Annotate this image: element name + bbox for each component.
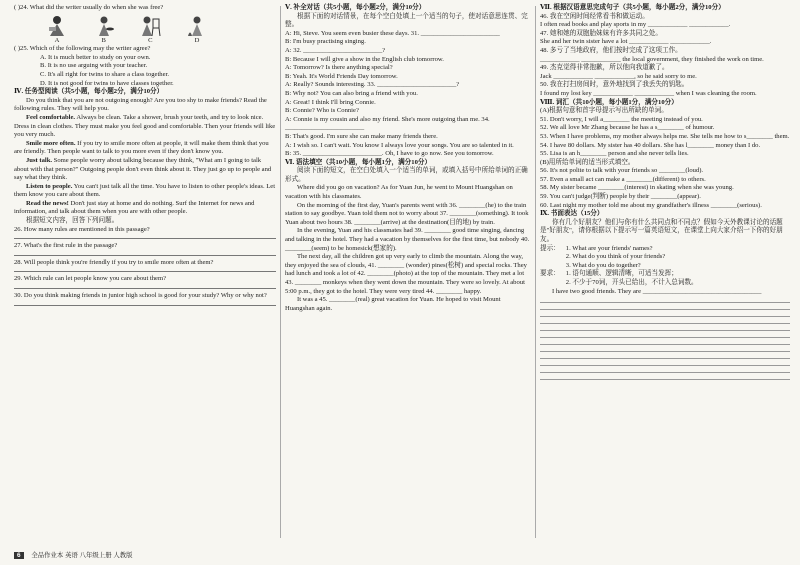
section-6-instruction: 阅读下面的短文，在空白处填入一个适当的单词，或填入括号中所给单词的正确形式。 <box>285 167 528 183</box>
vocab-question: 55. Lisa is an h________ person and she never tells lies. <box>540 150 689 158</box>
dialog-line: B: Because I will give a show in the English club tomorrow. <box>285 55 444 63</box>
dialog-line: B: I'm busy practising singing. <box>285 38 366 46</box>
tips-label: 提示： <box>540 244 560 252</box>
option-c-picture <box>135 15 165 46</box>
q25-option-d: D. It is not good for twins to have classes together. <box>40 79 174 87</box>
reading-girl-icon <box>46 15 68 37</box>
answer-instruction: 根据短文内容，回答下列问题。 <box>26 217 119 225</box>
section-5-heading: Ⅴ. 补全对话（共5小题，每小题2分，满分10分） <box>285 4 426 11</box>
answer-line-26[interactable] <box>14 238 276 239</box>
vocab-question: 59. You can't judge(判断) people by their ________(appear). <box>540 193 701 201</box>
translation-line: 50. 我在打扫房间时，意外地找到了我丢失的钥匙。 <box>540 81 689 89</box>
translation-line: I found my lost key ____________ ____________ when I was cleaning the room. <box>540 89 757 97</box>
rule-2 <box>14 140 276 157</box>
section-5-instruction: 根据下面的对话情景，在每个空白处填上一个适当的句子，使对话意思连贯、完整。 <box>285 12 528 29</box>
dialog-line: A: 32. ________________________? <box>285 46 386 54</box>
answer-line-28[interactable] <box>14 271 276 272</box>
writing-requirements <box>540 270 790 287</box>
vocab-question: 53. When I have problems, my mother always helps me. She tells me how to s________ them. <box>540 132 790 140</box>
requirements-label: 要求： <box>540 270 560 278</box>
dialog-line: A: I wish so. I can't wait. You know I always love your songs. You are so talented in it. <box>285 141 514 149</box>
answer-line-29[interactable] <box>14 288 276 289</box>
rule-3 <box>14 157 276 183</box>
question-24: ( )24. What did the writer usually do when she was free? <box>14 4 164 11</box>
writing-line[interactable] <box>540 309 790 310</box>
tip-item: 1. What are your friends' names? <box>565 244 653 252</box>
dialog-line: B: Yeah. It's World Friends Day tomorrow. <box>285 72 398 80</box>
option-a-label: A <box>54 36 60 44</box>
question-27: 27. What's the first rule in the passage? <box>14 242 118 250</box>
dialog-line: A: Great! I think I'll bring Connie. <box>285 98 376 106</box>
answer-line-30[interactable] <box>14 305 276 306</box>
writing-line[interactable] <box>540 372 790 373</box>
dialog-line: A: Really? Sounds interesting. 33. ________________________? <box>285 81 460 89</box>
dialog-line: B: Why not? You can also bring a friend with you. <box>285 89 418 97</box>
writing-line[interactable] <box>540 323 790 324</box>
question-30: 30. Do you think making friends in junior high school is good for your study? Why or why not? <box>14 292 267 300</box>
option-d-label: D <box>194 36 200 44</box>
tip-item: 3. What do you do together? <box>565 261 641 269</box>
q25-option-a: A. It is much better to study on your own. <box>40 53 151 61</box>
section-7-heading: Ⅶ. 根据汉语意思完成句子（共5小题，每小题2分，满分10分） <box>540 4 725 11</box>
rule-4 <box>14 183 276 200</box>
dialog-line: A: Hi, Steve. You seem even busier these days. 31. ________________________ <box>285 29 500 37</box>
painting-girl-icon <box>139 15 161 37</box>
rule-2-title: Smile more often. <box>26 139 76 147</box>
writing-line[interactable] <box>540 379 790 380</box>
book-title: 全品作业本 英语 八年级上册 人教版 <box>31 552 133 559</box>
translation-line: 46. 我在空闲时间经常看书和做运动。 <box>540 12 649 20</box>
dialog <box>285 30 530 159</box>
cloze-paragraph-4: The next day, all the children got up very early to climb the mountain. Along the way, they enjoyed the sea of clouds, 41. ________ (wonder) pines(松树) and special rocks. They had lunch and took a lot of 42. ________(photo) at the top of the mountain. They met a lot 43. ________ monkeys when they went down the mountain. They were so lovely. At about 5:00 p.m., they got to the hotel. They were very tired 44. ________ happy. <box>285 253 527 295</box>
section-9-heading: Ⅸ. 书面表达（15分） <box>540 210 604 218</box>
answer-line-27[interactable] <box>14 255 276 256</box>
vocab-question: 60. Last night my mother told me about my grandfather's illness ________(serious). <box>540 201 762 209</box>
translation-line: 49. 杰克觉得非常抱歉，所以他向我道歉了。 <box>540 64 669 72</box>
subsection-b-heading: (B)用所给单词的适当形式填空。 <box>540 158 635 166</box>
rule-4-title: Listen to people. <box>26 182 73 190</box>
q24-picture-options <box>42 15 212 46</box>
page-footer <box>14 550 133 559</box>
rule-2-text: If you try to smile more often at people, it will make them think that you are friendly. Then people want to talk to you more even if they don't know you. <box>14 139 269 156</box>
rule-1 <box>14 114 276 140</box>
rule-5 <box>14 200 276 217</box>
writing-line[interactable] <box>540 316 790 317</box>
writing-start: I have two good friends. They are ____________________________________ <box>552 287 762 295</box>
column-1 <box>14 4 276 309</box>
writing-line[interactable] <box>540 365 790 366</box>
option-b-label: B <box>101 36 106 44</box>
section-4-heading: Ⅳ. 任务型阅读（共5小题，每小题2分，满分10分） <box>14 88 164 96</box>
vocab-question: 54. I have 80 dollars. My sister has 40 dollars. She has l________ money than I do. <box>540 141 761 149</box>
option-b-picture <box>89 15 119 46</box>
writing-line[interactable] <box>540 344 790 345</box>
dialog-line: A: Tomorrow? Is there anything special? <box>285 64 393 72</box>
section-6-heading: Ⅵ. 语法填空（共10小题，每小题1分，满分10分） <box>285 158 432 166</box>
question-26: 26. How many rules are mentioned in this passage? <box>14 225 150 233</box>
translation-line: 47. 她和她的双胞胎妹妹有许多共同之处。 <box>540 29 662 37</box>
option-c-label: C <box>148 36 153 44</box>
passage-intro: Do you think that you are not outgoing enough? Are you too shy to make friends? Read the following rules. They will help you. <box>14 96 267 113</box>
question-25: ( )25. Which of the following may the writer agree? <box>14 45 151 53</box>
page-number: 6 <box>14 552 24 559</box>
subsection-a-heading: (A)根据句意和首字母提示写出所缺的单词。 <box>540 107 668 115</box>
rule-5-text: Don't just stay at home and do nothing. Surf the Internet for news and information, and talk about them when you are with other people. <box>14 199 255 216</box>
translation-line: She and her twin sister have a lot ____________ ____________. <box>540 38 712 46</box>
question-28: 28. Will people think you're friendly if you try to smile more often at them? <box>14 258 214 266</box>
rule-1-text: Always be clean. Take a shower, brush your teeth, and try to look nice. Dress in clean clothes. They must make you feel good and comfortable. Then your friends will like you very much. <box>14 113 276 139</box>
tips-list <box>566 245 666 271</box>
cloze-paragraph-3: In the evening, Yuan and his classmates had 39. ________ good time singing, dancing and talking in the hotel. They had a vacation by themselves for the first time, but nobody 40. ________(seem) to be homesick(想家的). <box>285 227 530 252</box>
column-divider <box>280 6 281 538</box>
rule-3-title: Just talk. <box>26 156 53 164</box>
rule-1-title: Feel comfortable. <box>26 113 76 121</box>
rule-4-text: You can't just talk all the time. You have to listen to other people's ideas. Let them know you care about them. <box>14 182 276 199</box>
cloze-paragraph-1: Where did you go on vacation? As for Yuan Jun, he went to Mount Huangshan on vacation with his classmates. <box>285 184 513 201</box>
vocab-question: 56. It's not polite to talk with your friends so ________(loud). <box>540 167 704 175</box>
vocab-question: 57. Even a small act can make a ________(different) to others. <box>540 175 706 183</box>
dialog-line: B: That's good. I'm sure she can make many friends there. <box>285 132 438 140</box>
requirement-item: 1. 语句通顺、逻辑清晰，可适当发挥； <box>565 270 678 278</box>
writing-tips <box>540 245 790 271</box>
q25-option-b: B. It is no use arguing with your teacher. <box>40 62 148 70</box>
writing-line[interactable] <box>540 337 790 338</box>
dialog-line: B: Connie? Who is Connie? <box>285 107 359 115</box>
cloze-paragraph-5: It was a 45. ________(real) great vacation for Yuan. He hoped to visit Mount Huangshan again. <box>285 296 501 312</box>
rule-3-text: Some people worry about talking because they think, "What am I going to talk about with that person?" Outgoing people don't even think about it. They just go up to people and say what they think. <box>14 156 272 182</box>
dialog-line: B: 35. ________________________. Oh, I have to go now. See you tomorrow. <box>285 150 494 158</box>
requirements-list <box>566 270 698 287</box>
translation-line: 48. 多亏了当地政府，他们按时完成了这项工作。 <box>540 46 682 54</box>
rule-5-title: Read the news! <box>26 199 69 207</box>
requirement-item: 2. 不少于70词，开头已给出，不计入总词数。 <box>565 279 698 286</box>
vocab-question: 52. We all love Mr Zhang because he has a s________ of humour. <box>540 124 715 132</box>
vocab-question: 51. Don't worry, I will a________ the meeting instead of you. <box>540 115 703 123</box>
q25-option-c: C. It's all right for twins to share a class together. <box>40 70 170 78</box>
column-3 <box>540 4 790 380</box>
column-divider <box>535 6 536 538</box>
vocab-question: 58. My sister became ________(interest) in skating when she was young. <box>540 184 734 192</box>
question-29: 29. Which rule can let people know you care about them? <box>14 275 167 283</box>
cooking-girl-icon <box>93 15 115 37</box>
section-8-heading: Ⅷ. 词汇（共10小题，每小题1分，满分10分） <box>540 98 678 106</box>
writing-line[interactable] <box>540 351 790 352</box>
translation-line: Jack ____________ ____________, so he said sorry to me. <box>540 72 697 80</box>
option-a-picture <box>42 15 72 46</box>
dialog-line: A: Connie is my cousin and also my friend. She's more outgoing than me. 34. ________________________ <box>285 115 490 132</box>
writing-line[interactable] <box>540 330 790 331</box>
option-d-picture <box>182 15 212 46</box>
writing-intro: 你有几个好朋友？他们与你有什么共同点和不同点？假如今天外教课讨论的话题是"好朋友"，请你根据以下提示写一篇英语短文，在课堂上向大家介绍一下你的好朋友。 <box>540 218 783 244</box>
writing-line[interactable] <box>540 302 790 303</box>
tip-item: 2. What do you think of your friends? <box>565 253 666 261</box>
cloze-paragraph-2: On the morning of the first day, Yuan's parents went with 36. ________(he) to the train station to say goodbye. Yuan told them not to worry about 37. ________(something). It took Yuan about two hours 38. ________(arrive) at the destination(目的地) by train. <box>285 201 529 226</box>
translation-line: ____________ ____________ the local government, they finished the work on time. <box>540 55 764 63</box>
writing-line[interactable] <box>540 358 790 359</box>
column-2 <box>285 4 530 313</box>
translation-line: I often read books and play sports in my ____________ ____________. <box>540 21 731 29</box>
gardening-girl-icon <box>186 15 208 37</box>
